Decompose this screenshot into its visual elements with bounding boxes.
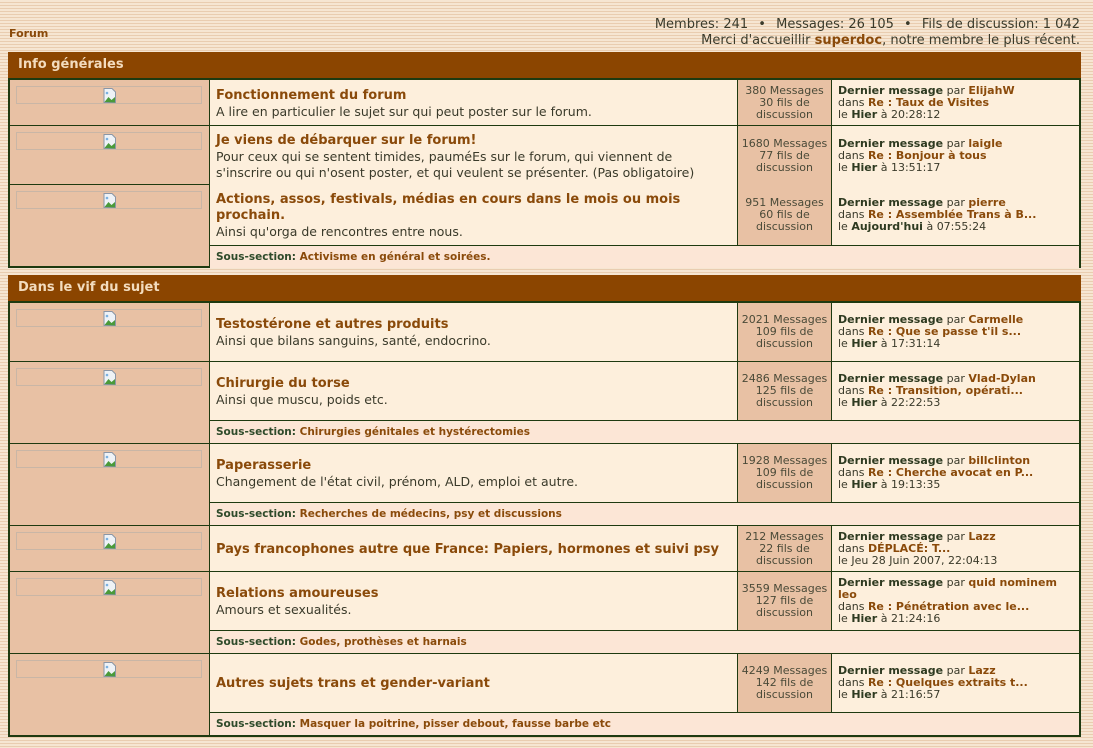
- category-header[interactable]: Dans le vif du sujet: [8, 275, 1081, 301]
- forum-title-link[interactable]: Chirurgie du torse: [216, 376, 350, 391]
- last-post-cell: Dernier message par Lazz dans DÉPLACÉ: T... le Jeu 28 Juin 2007, 22:04:13: [832, 526, 1079, 571]
- members-count: 241: [723, 17, 749, 32]
- last-post-cell: Dernier message par ElijahW dans Re : Taux de Visites le Hier à 20:28:12: [832, 80, 1079, 125]
- forum-counts: 1928 Messages 109 fils de discussion: [738, 444, 832, 502]
- forum-icon-cell: [10, 572, 210, 653]
- subsection-line: Sous-section: Chirurgies génitales et hystérectomies: [210, 420, 1079, 443]
- separator: •: [758, 17, 766, 32]
- forum-description: Pour ceux qui se sentent timides, pauméEs sur le forum, qui viennent de s'inscrire ou qui n'osent poster, et qui veulent se présenter. (Pas obligatoire): [216, 149, 695, 180]
- forum-icon-cell: [10, 362, 210, 443]
- forum-description-cell: [210, 185, 738, 245]
- forum-icon-frame: [16, 191, 202, 209]
- last-post-cell: Dernier message par Carmelle dans Re : Que se passe t'il s... le Hier à 17:31:14: [832, 303, 1079, 361]
- last-post-topic-link[interactable]: Re : Taux de Visites: [867, 95, 990, 109]
- last-post-author-link[interactable]: Lazz: [968, 529, 996, 543]
- forum-icon-frame: [16, 132, 202, 150]
- forum-description: Ainsi que muscu, poids etc.: [216, 392, 388, 407]
- broken-image-icon: [103, 452, 116, 467]
- forum-description-cell: [210, 654, 738, 712]
- forum-description: Amours et sexualités.: [216, 602, 352, 617]
- last-post-topic-link[interactable]: Re : Bonjour à tous: [867, 149, 987, 162]
- last-post-topic-link[interactable]: Re : Assemblée Trans à B...: [867, 208, 1037, 221]
- forum-description-cell: [210, 126, 738, 186]
- forum-icon-cell: [10, 303, 210, 361]
- forum-description-cell: [210, 526, 738, 571]
- broken-image-icon: [103, 662, 116, 677]
- last-post-author-link[interactable]: Vlad-Dylan: [968, 372, 1036, 385]
- forum-row: [10, 184, 1079, 266]
- subsection-link[interactable]: Masquer la poitrine, pisser debout, fausse barbe etc: [299, 718, 611, 730]
- forum-row: [10, 361, 1079, 443]
- forum-icon-cell: [10, 526, 210, 571]
- welcome-prefix: Merci d'accueillir: [701, 33, 811, 48]
- forum-row: [10, 443, 1079, 525]
- last-post-author-link[interactable]: billclinton: [968, 454, 1031, 467]
- last-post-author-link[interactable]: quid nominem leo: [838, 576, 1057, 601]
- forum-icon-frame: [16, 86, 202, 104]
- forum-counts: 2021 Messages 109 fils de discussion: [738, 303, 832, 361]
- forum-counts: 951 Messages 60 fils de discussion: [738, 185, 832, 245]
- forum-description-cell: [210, 303, 738, 361]
- broken-image-icon: [103, 370, 116, 385]
- forum-list: [8, 78, 1081, 268]
- forum-description-cell: [210, 572, 738, 630]
- threads-label: Fils de discussion:: [921, 17, 1039, 32]
- last-post-author-link[interactable]: ElijahW: [968, 83, 1015, 97]
- subsection-line: Sous-section: Recherches de médecins, psy et discussions: [210, 502, 1079, 525]
- forum-row: [10, 525, 1079, 571]
- messages-label: Messages:: [776, 17, 845, 32]
- forum-description: Changement de l'état civil, prénom, ALD, emploi et autre.: [216, 474, 579, 489]
- forum-counts: 4249 Messages 142 fils de discussion: [738, 654, 832, 712]
- top-bar: [0, 0, 1093, 52]
- forum-row: [10, 653, 1079, 735]
- forum-list: [8, 301, 1081, 737]
- last-post-cell: Dernier message par Vlad-Dylan dans Re : Transition, opérati... le Hier à 22:22:53: [832, 362, 1079, 420]
- welcome-suffix: , notre membre le plus récent.: [882, 33, 1080, 48]
- forum-description: Ainsi que bilans sanguins, santé, endocrino.: [216, 333, 491, 348]
- forum-title-link[interactable]: Paperasserie: [216, 458, 312, 473]
- subsection-link[interactable]: Recherches de médecins, psy et discussions: [299, 508, 562, 520]
- forum-counts: 1680 Messages 77 fils de discussion: [738, 126, 832, 186]
- forum-row: [10, 78, 1079, 125]
- forum-description-cell: [210, 444, 738, 502]
- forum-description-cell: [210, 80, 738, 125]
- forum-stats: [655, 17, 1080, 49]
- category-dans-le-vif-du-sujet: [8, 275, 1081, 737]
- category-info-generales: [8, 52, 1081, 268]
- forum-counts: 212 Messages 22 fils de discussion: [738, 526, 832, 571]
- category-header[interactable]: Info générales: [8, 52, 1081, 78]
- last-post-cell: Dernier message par quid nominem leo dans Re : Pénétration avec le... le Hier à 21:24:16: [832, 572, 1079, 630]
- messages-count: 26 105: [848, 17, 894, 32]
- forum-icon-frame: [16, 450, 202, 468]
- forum-icon-cell: [10, 80, 210, 125]
- forum-icon-cell: [10, 654, 210, 735]
- last-post-author-link[interactable]: pierre: [968, 196, 1006, 209]
- subsection-link[interactable]: Activisme en général et soirées.: [299, 251, 491, 263]
- broken-image-icon: [103, 134, 116, 149]
- members-label: Membres:: [654, 17, 720, 32]
- last-post-cell: Dernier message par Lazz dans Re : Quelques extraits t... le Hier à 21:16:57: [832, 654, 1079, 712]
- subsection-line: Sous-section: Masquer la poitrine, pisser debout, fausse barbe etc: [210, 712, 1079, 735]
- forum-description-cell: [210, 362, 738, 420]
- forum-icon-cell: [10, 185, 210, 266]
- forum-title-link[interactable]: Fonctionnement du forum: [216, 87, 407, 103]
- forum-title-link[interactable]: Testostérone et autres produits: [216, 317, 449, 332]
- forum-icon-frame: [16, 368, 202, 386]
- last-post-topic-link[interactable]: DÉPLACÉ: T...: [867, 541, 951, 555]
- forum-icon-cell: [10, 444, 210, 525]
- breadcrumb-forum[interactable]: Forum: [9, 27, 49, 40]
- broken-image-icon: [103, 580, 116, 595]
- forum-icon-cell: [10, 126, 210, 184]
- threads-count: 1 042: [1042, 17, 1080, 32]
- forum-description: Ainsi qu'orga de rencontres entre nous.: [216, 224, 463, 239]
- last-post-cell: Dernier message par laigle dans Re : Bonjour à tous le Hier à 13:51:17: [832, 126, 1079, 186]
- broken-image-icon: [103, 193, 116, 208]
- last-post-author-link[interactable]: laigle: [968, 137, 1003, 150]
- forum-title-link[interactable]: Actions, assos, festivals, médias en cours dans le mois ou mois prochain.: [216, 192, 681, 223]
- forum-counts: 3559 Messages 127 fils de discussion: [738, 572, 832, 630]
- newest-member-link[interactable]: superdoc: [814, 33, 883, 48]
- subsection-link[interactable]: Chirurgies génitales et hystérectomies: [299, 426, 530, 438]
- broken-image-icon: [103, 88, 116, 103]
- forum-title-link[interactable]: Autres sujets trans et gender-variant: [216, 676, 490, 691]
- forum-title-link[interactable]: Relations amoureuses: [216, 586, 379, 601]
- subsection-line: Sous-section: Activisme en général et soirées.: [210, 245, 1079, 268]
- last-post-topic-link[interactable]: Re : Transition, opérati...: [867, 384, 1023, 397]
- forum-row: [10, 571, 1079, 653]
- forum-icon-frame: [16, 660, 202, 678]
- forum-icon-frame: [16, 309, 202, 327]
- last-post-cell: Dernier message par pierre dans Re : Assemblée Trans à B... le Aujourd'hui à 07:55:24: [832, 185, 1079, 245]
- forum-row: [10, 301, 1079, 361]
- last-post-topic-link[interactable]: Re : Quelques extraits t...: [867, 676, 1028, 689]
- last-post-cell: Dernier message par billclinton dans Re : Cherche avocat en P... le Hier à 19:13:35: [832, 444, 1079, 502]
- forum-counts: 2486 Messages 125 fils de discussion: [738, 362, 832, 420]
- last-post-topic-link[interactable]: Re : Pénétration avec le...: [867, 600, 1030, 613]
- forum-icon-frame: [16, 578, 202, 596]
- last-post-topic-link[interactable]: Re : Cherche avocat en P...: [867, 466, 1034, 479]
- separator: •: [904, 17, 912, 32]
- forum-icon-frame: [16, 532, 202, 550]
- forum-title-link[interactable]: Pays francophones autre que France: Papiers, hormones et suivi psy: [216, 541, 720, 557]
- forum-description: A lire en particulier le sujet sur qui peut poster sur le forum.: [216, 103, 592, 119]
- last-post-author-link[interactable]: Carmelle: [968, 313, 1024, 326]
- broken-image-icon: [103, 534, 116, 549]
- forum-row: [10, 125, 1079, 184]
- broken-image-icon: [103, 311, 116, 326]
- last-post-author-link[interactable]: Lazz: [968, 664, 996, 677]
- subsection-line: Sous-section: Godes, prothèses et harnais: [210, 630, 1079, 653]
- subsection-link[interactable]: Godes, prothèses et harnais: [299, 636, 467, 648]
- forum-title-link[interactable]: Je viens de débarquer sur le forum!: [216, 133, 477, 148]
- forum-counts: 380 Messages 30 fils de discussion: [738, 80, 832, 125]
- last-post-topic-link[interactable]: Re : Que se passe t'il s...: [867, 325, 1021, 338]
